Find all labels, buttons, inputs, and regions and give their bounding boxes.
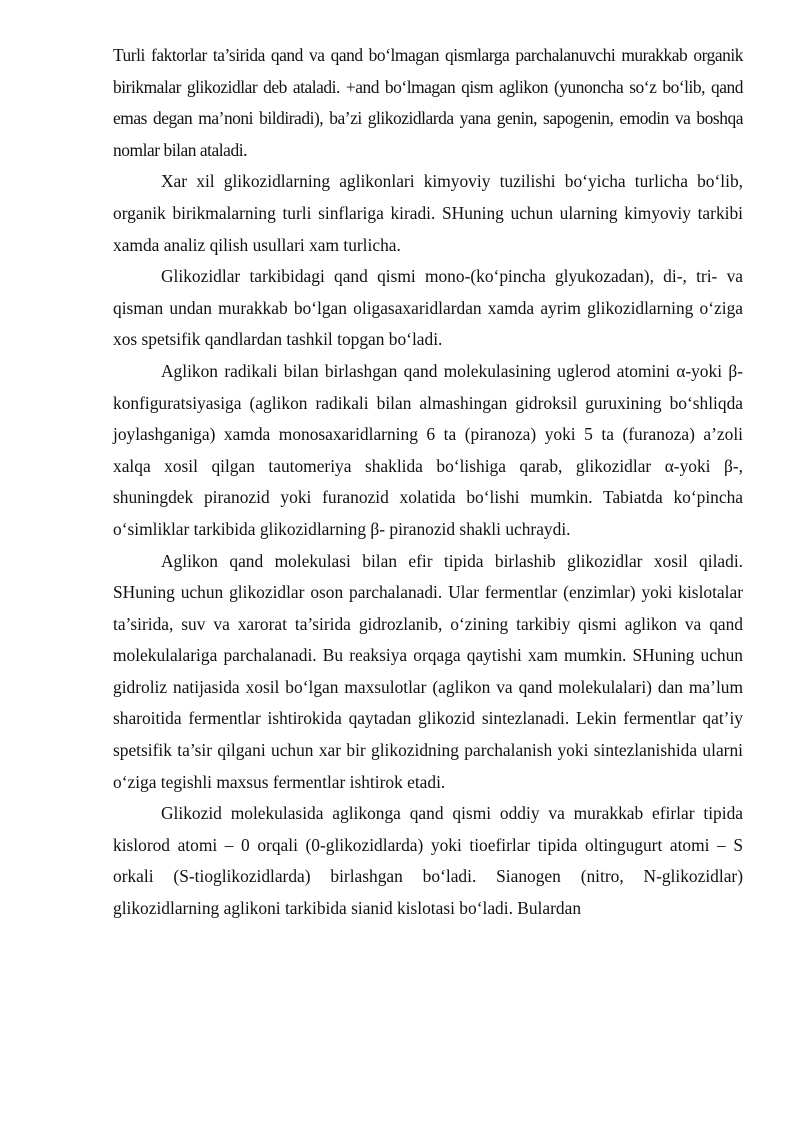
paragraph-linkage-types: Glikozid molekulasida aglikonga qand qismi oddiy va murakkab efirlar tipida kislorod atomi – 0 orqali (0-glikozidlarda) yoki tioefirlar tipida oltingugurt atomi – S orkali (S-tioglikozidlarda) birlashgan bo‘ladi. Sianogen (nitro, N-glikozidlar) glikozidlarning aglikoni tarkibida sianid kislotasi bo‘ladi. Bulardan [113,803,743,919]
paragraph-sugar-part: Glikozidlar tarkibidagi qand qismi mono-(ko‘pincha glyukozadan), di-, tri- va qisman undan murakkab bo‘lgan oligasaxaridlardan xamda ayrim glikozidlarning o‘ziga xos spetsifik qandlardan tashkil topgan bo‘ladi. [113,266,743,350]
document-page [113,40,743,925]
paragraph-aglycone-structure: Xar xil glikozidlarning aglikonlari kimyoviy tuzilishi bo‘yicha turlicha bo‘lib, organik birikmalarning turli sinflariga kiradi. SHuning uchun ularning kimyoviy tarkibi xamda analiz qilish usullari xam turlicha. [113,171,743,255]
paragraph-definition: Turli faktorlar ta’sirida qand va qand bo‘lmagan qismlarga parchalanuvchi murakkab organik birikmalar glikozidlar deb ataladi. +and bo‘lmagan qism aglikon (yunoncha so‘z bo‘lib, qand emas degan ma’noni bildiradi), ba’zi glikozidlarda yana genin, sapogenin, emodin va boshqa nomlar bilan ataladi. [113,45,743,160]
paragraph-hydrolysis: Aglikon qand molekulasi bilan efir tipida birlashib glikozidlar xosil qiladi. SHuning uchun glikozidlar oson parchalanadi. Ular fermentlar (enzimlar) yoki kislotalar ta’sirida, suv va xarorat ta’sirida gidrozlanib, o‘zining tarkibiy qismi aglikon va qand molekulalariga parchalanadi. Bu reaksiya orqaga qaytishi xam mumkin. SHuning uchun gidroliz natijasida xosil bo‘lgan maxsulotlar (aglikon va qand molekulalari) dan ma’lum sharoitida fermentlar ishtirokida qaytadan glikozid sintezlanadi. Lekin fermentlar qat’iy spetsifik ta’sir qilgani uchun xar bir glikozidning parchalanish yoki sintezlanishida ularni o‘ziga tegishli maxsus fermentlar ishtirok etadi. [113,550,743,792]
paragraph-configuration: Aglikon radikali bilan birlashgan qand molekulasining uglerod atomini α-yoki β-konfiguratsiyasiga (aglikon radikali bilan almashingan gidroksil guruxining bo‘shliqda joylashganiga) xamda monosaxaridlarning 6 ta (piranoza) yoki 5 ta (furanoza) a’zoli xalqa xosil qilgan tautomeriya shaklida bo‘lishiga qarab, glikozidlar α-yoki β-, shuningdek piranozid yoki furanozid xolatida bo‘lishi mumkin. Tabiatda ko‘pincha o‘simliklar tarkibida glikozidlarning β- piranozid shakli uchraydi. [113,360,743,539]
